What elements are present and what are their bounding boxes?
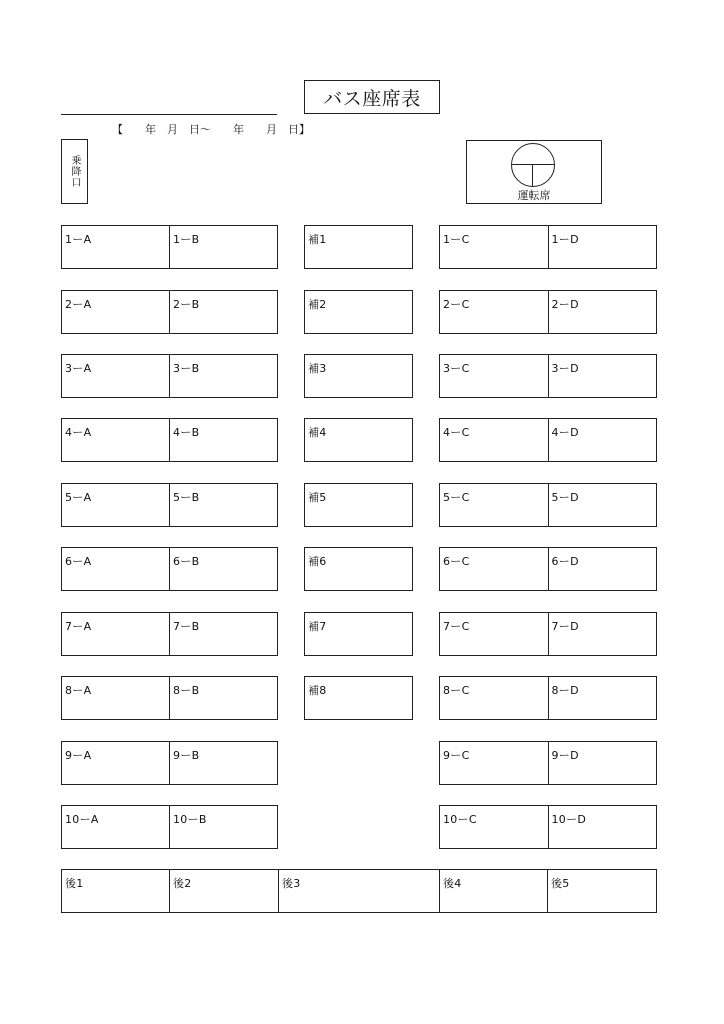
seat[interactable]: 補6 [308, 555, 327, 568]
seat[interactable]: 10ーB [173, 813, 207, 826]
seat-row-right [439, 741, 657, 785]
aux-seat [304, 290, 413, 334]
seat[interactable]: 9ーB [173, 749, 200, 762]
seat[interactable]: 後2 [170, 870, 279, 912]
seat[interactable]: 4ーD [551, 426, 579, 439]
seat[interactable]: 6ーD [551, 555, 579, 568]
seat[interactable]: 補2 [308, 298, 327, 311]
aux-seat [304, 418, 413, 462]
seat[interactable]: 2ーB [173, 298, 200, 311]
group-name-line [61, 114, 277, 115]
seat[interactable]: 2ーD [551, 298, 579, 311]
seat[interactable]: 8ーB [173, 684, 200, 697]
seat[interactable]: 補5 [308, 491, 327, 504]
seat[interactable]: 1ーA [62, 226, 170, 268]
seat[interactable]: 後5 [551, 877, 570, 890]
seat-row-left [61, 612, 278, 656]
seat-row-left [61, 290, 278, 334]
door-label: 乗降口 [69, 155, 80, 188]
aux-seat [304, 547, 413, 591]
seat[interactable]: 1ーB [173, 233, 200, 246]
seat[interactable]: 補3 [308, 362, 327, 375]
entrance-door [61, 139, 88, 204]
driver-label: 運転席 [517, 189, 551, 202]
seat-row-right [439, 676, 657, 720]
seat[interactable]: 4ーB [173, 426, 200, 439]
seat[interactable]: 10ーD [551, 813, 587, 826]
steering-wheel-icon [511, 143, 555, 187]
seat[interactable]: 6ーA [62, 548, 170, 590]
seat[interactable]: 6ーB [173, 555, 200, 568]
seat[interactable]: 7ーB [173, 620, 200, 633]
seat[interactable]: 補4 [308, 426, 327, 439]
seat[interactable]: 6ーC [440, 548, 549, 590]
seat[interactable]: 5ーA [62, 484, 170, 526]
seat-row-left [61, 676, 278, 720]
seat[interactable]: 10ーA [62, 806, 170, 848]
seat[interactable]: 5ーB [173, 491, 200, 504]
seat[interactable]: 7ーA [62, 613, 170, 655]
seat[interactable]: 補8 [308, 684, 327, 697]
seat-row-left [61, 418, 278, 462]
seat-row-left [61, 483, 278, 527]
seat-row-right [439, 354, 657, 398]
seat[interactable]: 後4 [440, 870, 548, 912]
aux-seat [304, 483, 413, 527]
document-title: バス座席表 [304, 80, 440, 114]
seat[interactable]: 8ーC [440, 677, 549, 719]
date-range: 【 年 月 日～ 年 月 日】 [112, 123, 310, 136]
seat[interactable]: 後3 [279, 870, 440, 912]
seat[interactable]: 7ーC [440, 613, 549, 655]
seat[interactable]: 10ーC [440, 806, 549, 848]
aux-seat [304, 612, 413, 656]
seat-row-left [61, 547, 278, 591]
seat[interactable]: 2ーC [440, 291, 549, 333]
seat-row-right [439, 418, 657, 462]
seat-row-left [61, 354, 278, 398]
seat[interactable]: 1ーC [440, 226, 549, 268]
aux-seat [304, 676, 413, 720]
seat[interactable]: 5ーC [440, 484, 549, 526]
aux-seat [304, 225, 413, 269]
seat-row-right [439, 547, 657, 591]
seat-row-left [61, 225, 278, 269]
driver-seat [466, 140, 602, 204]
seat[interactable]: 5ーD [551, 491, 579, 504]
seat-row-left [61, 805, 278, 849]
seat[interactable]: 補1 [308, 233, 327, 246]
seat[interactable]: 4ーC [440, 419, 549, 461]
seat[interactable]: 補7 [308, 620, 327, 633]
rear-seat-row [61, 869, 657, 913]
seat[interactable]: 9ーC [440, 742, 549, 784]
seat[interactable]: 9ーA [62, 742, 170, 784]
seat-row-right [439, 483, 657, 527]
seat-row-right [439, 225, 657, 269]
seat[interactable]: 8ーD [551, 684, 579, 697]
seat[interactable]: 3ーD [551, 362, 579, 375]
seat-row-left [61, 741, 278, 785]
seat[interactable]: 3ーA [62, 355, 170, 397]
seat-row-right [439, 805, 657, 849]
seat[interactable]: 4ーA [62, 419, 170, 461]
seat-row-right [439, 290, 657, 334]
seat[interactable]: 7ーD [551, 620, 579, 633]
seat[interactable]: 9ーD [551, 749, 579, 762]
aux-seat [304, 354, 413, 398]
seat[interactable]: 3ーC [440, 355, 549, 397]
seat[interactable]: 3ーB [173, 362, 200, 375]
seat[interactable]: 2ーA [62, 291, 170, 333]
seat[interactable]: 8ーA [62, 677, 170, 719]
seat[interactable]: 1ーD [551, 233, 579, 246]
seat-row-right [439, 612, 657, 656]
seat[interactable]: 後1 [62, 870, 170, 912]
